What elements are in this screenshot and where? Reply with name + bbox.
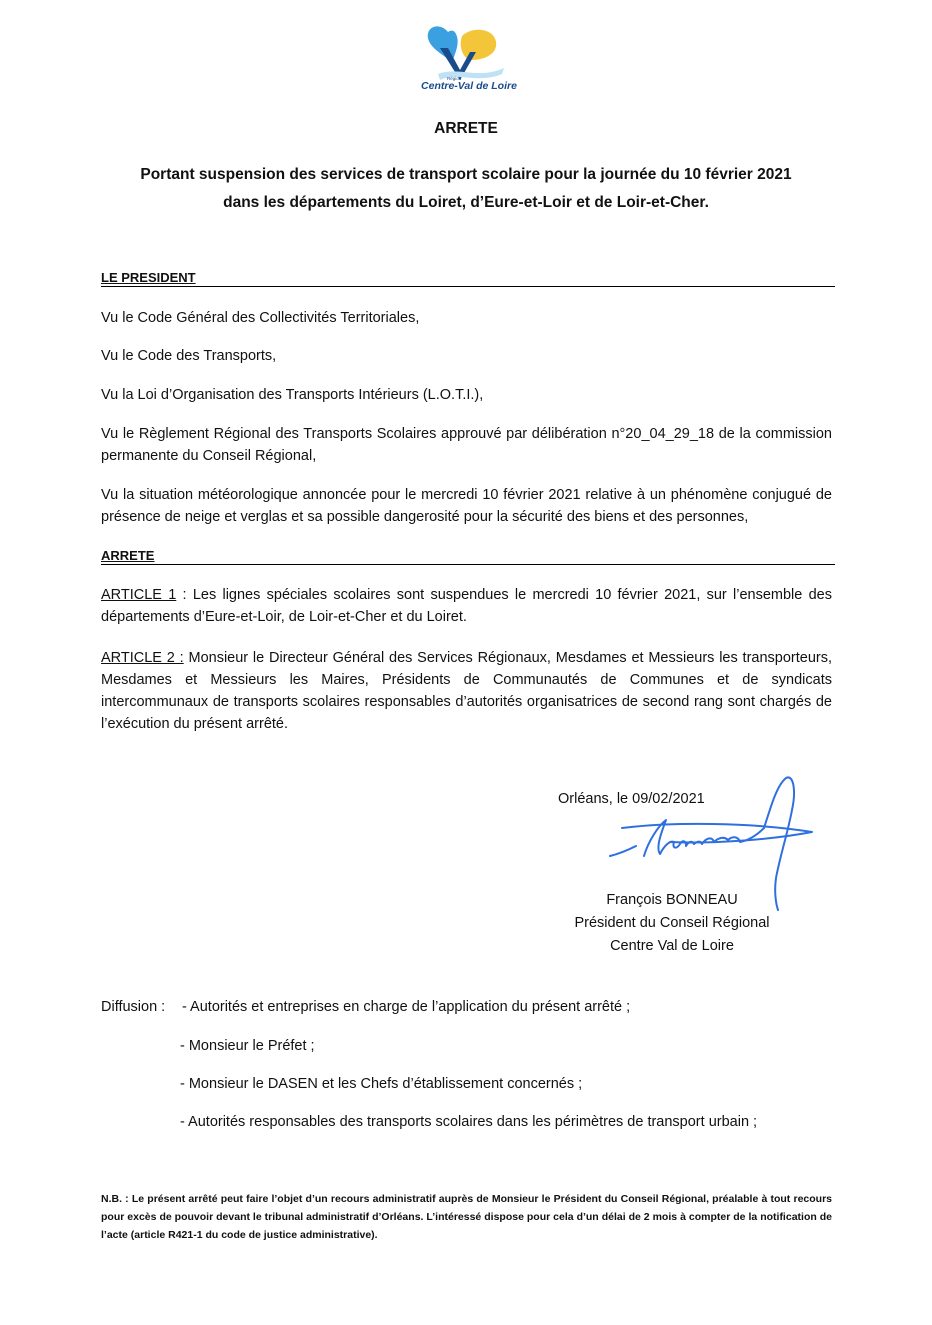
article-2 — [101, 647, 832, 735]
article-2-label: ARTICLE 2 : — [101, 650, 184, 666]
diffusion-item: - Autorités et entreprises en charge de l’application du présent arrêté ; — [182, 999, 631, 1015]
subtitle-line-1: Portant suspension des services de transport scolaire pour la journée du 10 février 2021 — [140, 166, 792, 183]
article-1-separator: : — [176, 587, 193, 603]
diffusion-label: Diffusion : — [101, 999, 166, 1015]
article-1 — [101, 584, 832, 628]
article-1-text: Les lignes spéciales scolaires sont suspendues le mercredi 10 février 2021, sur l’ensemble des départements d’Eure-et-Loir, de Loir-et-Cher et du Loiret. — [101, 587, 832, 625]
document-title: ARRETE — [434, 120, 498, 137]
considerant-1: Vu le Code Général des Collectivités Territoriales, — [101, 310, 420, 326]
section-heading-president — [101, 270, 835, 287]
signatory-name: François BONNEAU — [606, 892, 738, 908]
legal-notice: N.B. : Le présent arrêté peut faire l’objet d’un recours administratif auprès de Monsieur le Président du Conseil Régional, préalable à tout recours pour excès de pouvoir devant le tribunal administratif d’Orléans. L’intéressé dispose pour cela d’un délai de 2 mois à compter de la notification de l’acte (article R421-1 du code de justice administrative). — [101, 1193, 832, 1241]
document-subtitle — [60, 161, 872, 217]
logo-blue-heart-shape — [428, 26, 458, 62]
article-1-label: ARTICLE 1 — [101, 587, 177, 603]
section-arrete-label: ARRETE — [101, 548, 155, 563]
signatory-region: Centre Val de Loire — [610, 938, 734, 954]
section-heading-arrete — [101, 548, 835, 565]
signatory-role: Président du Conseil Régional — [574, 915, 770, 931]
considerant-4: Vu le Règlement Régional des Transports Scolaires approuvé par délibération n°20_04_29_18 de la commission permanente du Conseil Régional, — [101, 426, 832, 464]
considerant-2: Vu le Code des Transports, — [101, 348, 277, 364]
considerant-3: Vu la Loi d’Organisation des Transports Intérieurs (L.O.T.I.), — [101, 387, 484, 403]
logo-region-label: Région — [447, 76, 462, 81]
diffusion-item: - Autorités responsables des transports scolaires dans les périmètres de transport urbain ; — [180, 1114, 758, 1130]
diffusion-item: - Monsieur le Préfet ; — [180, 1038, 315, 1054]
diffusion-item: - Monsieur le DASEN et les Chefs d’établissement concernés ; — [180, 1076, 583, 1092]
place-date: Orléans, le 09/02/2021 — [558, 791, 705, 807]
article-2-text: Monsieur le Directeur Général des Services Régionaux, Mesdames et Messieurs les transporteurs, Mesdames et Messieurs les Maires, Présidents de Communautés de Communes et de syndicats intercommunaux de transports scolaires responsables d’autorités organisatrices de second rang sont chargés de l’exécution du présent arrêté. — [101, 650, 833, 732]
section-president-label: LE PRESIDENT — [101, 270, 196, 285]
considerant-5: Vu la situation météorologique annoncée pour le mercredi 10 février 2021 relative à un phénomène conjugué de présence de neige et verglas et sa possible dangerosité pour la sécurité des biens et des personnes, — [101, 487, 832, 525]
subtitle-line-2: dans les départements du Loiret, d’Eure-et-Loir et de Loir-et-Cher. — [223, 194, 709, 211]
logo-text: Centre-Val de Loire — [421, 80, 517, 92]
logo-yellow-shape — [461, 30, 496, 60]
